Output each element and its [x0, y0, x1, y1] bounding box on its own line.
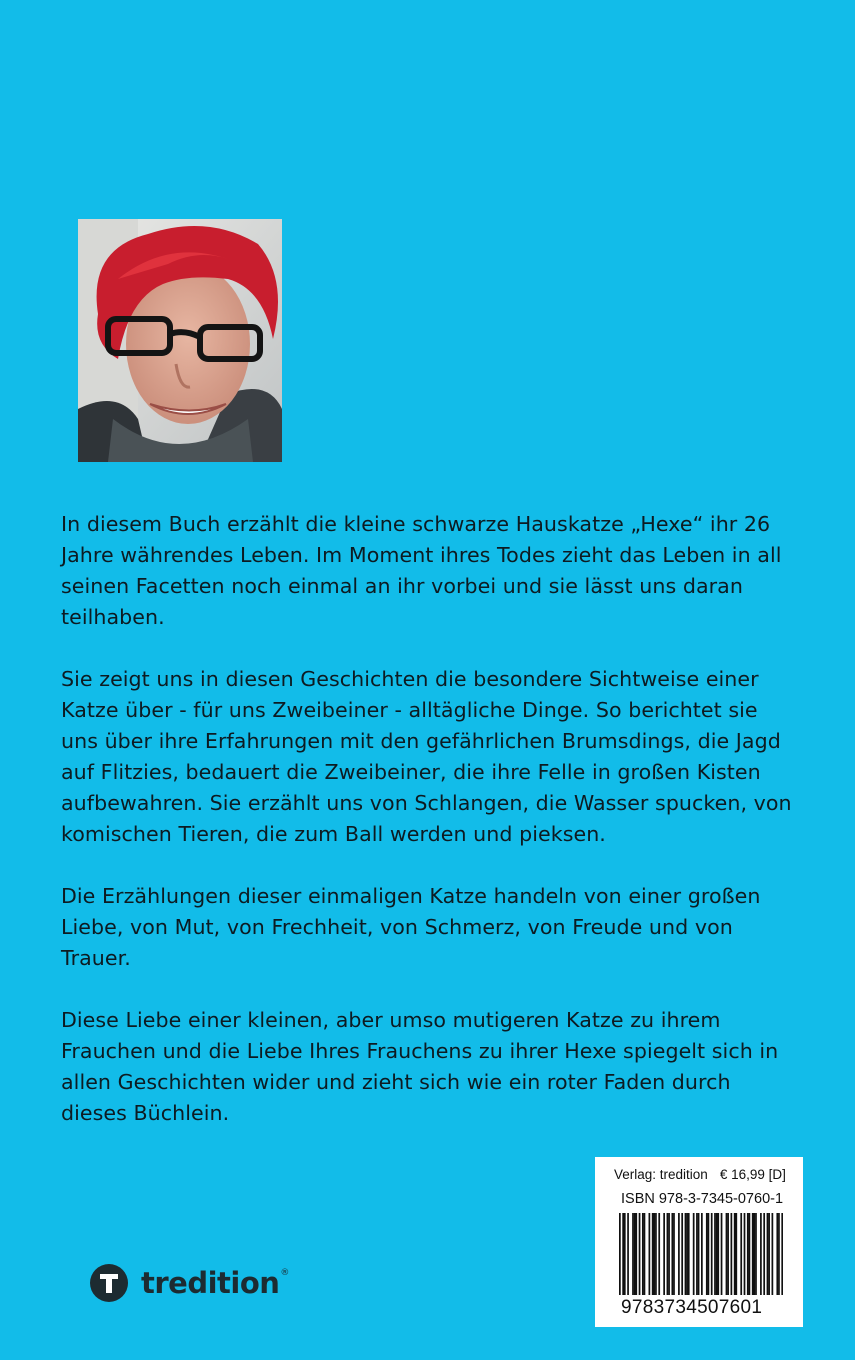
barcode-bar [768, 1213, 770, 1295]
barcode-bar [735, 1213, 737, 1295]
blurb-paragraph: Diese Liebe einer kleinen, aber umso mutigeren Katze zu ihrem Frauchen und die Liebe Ihres Frauchens zu ihrer Hexe spiegelt sich in allen Geschichten wider und zieht sich wie ein roter Faden durch dieses Büchlein. [61, 1008, 779, 1125]
barcode-bar [673, 1213, 675, 1295]
barcode-bar [698, 1213, 700, 1295]
barcode-bar [778, 1213, 780, 1295]
barcode-bar [708, 1213, 710, 1295]
barcode-bar [635, 1213, 637, 1295]
barcode-bar [693, 1213, 695, 1295]
author-photo [78, 219, 282, 462]
barcode-bar [721, 1213, 723, 1295]
barcode-bar [671, 1213, 673, 1295]
barcode-bar [740, 1213, 742, 1295]
blurb-paragraph: In diesem Buch erzählt die kleine schwarze Hauskatze „Hexe“ ihr 26 Jahre währendes Leben. Im Moment ihres Todes zieht das Leben in all seinen Facetten noch einmal an ihr vorbei und sie lässt uns daran teilhaben. [61, 512, 782, 629]
barcode-icon [619, 1213, 783, 1295]
barcode-bar [755, 1213, 757, 1295]
barcode-bar [639, 1213, 641, 1295]
barcode-bar [706, 1213, 708, 1295]
barcode-bar [634, 1213, 636, 1295]
barcode-bar [714, 1213, 716, 1295]
barcode-bar [701, 1213, 703, 1295]
logo-wordmark: tredition [141, 1266, 280, 1300]
barcode-bar [734, 1213, 736, 1295]
publisher-price-line [614, 1167, 786, 1182]
barcode-bar [678, 1213, 680, 1295]
blurb-paragraph: Sie zeigt uns in diesen Geschichten die besondere Sichtweise einer Katze über - für uns Zweibeiner - alltägliche Dinge. So berichtet sie uns über ihre Erfahrungen mit den gefährlichen Brumsdings, die Jagd auf Flitzies, bedauert die Zweibeiner, die ihre Felle in großen Kisten aufbewahren. Sie erzählt uns von Schlangen, die Wasser spucken, von komischen Tieren, die zum Ball werden und pieksen. [61, 667, 792, 846]
barcode-bar [752, 1213, 754, 1295]
barcode-bar [655, 1213, 657, 1295]
barcode-bar [711, 1213, 713, 1295]
tredition-t-logo-icon [90, 1264, 128, 1302]
barcode-bar [716, 1213, 718, 1295]
isbn-text: ISBN 978-3-7345-0760-1 [621, 1191, 784, 1207]
barcode-bar [753, 1213, 755, 1295]
barcode-bar [726, 1213, 728, 1295]
barcode-bar [776, 1213, 778, 1295]
barcode-bar [731, 1213, 733, 1295]
ean-digits: 9783734507601 [621, 1297, 763, 1318]
barcode-bar [642, 1213, 644, 1295]
barcode-bar [681, 1213, 683, 1295]
barcode-bar [624, 1213, 626, 1295]
barcode-bar [685, 1213, 687, 1295]
barcode-bar [727, 1213, 729, 1295]
barcode-bar [744, 1213, 746, 1295]
barcode-bar [667, 1213, 669, 1295]
price-text: € 16,99 [D] [719, 1167, 786, 1182]
barcode-bar [767, 1213, 769, 1295]
barcode-bar [658, 1213, 660, 1295]
barcode-bar [622, 1213, 624, 1295]
barcode-bar [649, 1213, 651, 1295]
publisher-logo [90, 1262, 289, 1304]
registered-mark: ® [280, 1268, 290, 1278]
barcode-bar [619, 1213, 621, 1295]
barcode-bar [696, 1213, 698, 1295]
barcode-bar [652, 1213, 654, 1295]
back-cover-blurb [61, 509, 801, 1160]
blurb-paragraph: Die Erzählungen dieser einmaligen Katze handeln von einer großen Liebe, von Mut, von Frechheit, von Schmerz, von Freude und von Trauer. [61, 884, 761, 970]
barcode-bar [763, 1213, 765, 1295]
barcode-bar [749, 1213, 751, 1295]
publisher-text: Verlag: tredition [614, 1167, 708, 1182]
barcode-bar [632, 1213, 634, 1295]
barcode-bar [627, 1213, 629, 1295]
barcode-bar [668, 1213, 670, 1295]
barcode-bar [686, 1213, 688, 1295]
barcode-label [595, 1157, 803, 1327]
barcode-bar [717, 1213, 719, 1295]
barcode-bar [760, 1213, 762, 1295]
barcode-bar [644, 1213, 646, 1295]
author-portrait-icon [78, 219, 282, 462]
barcode-bar [747, 1213, 749, 1295]
barcode-bar [772, 1213, 774, 1295]
barcode-bar [781, 1213, 783, 1295]
barcode-bar [688, 1213, 690, 1295]
barcode-bar [653, 1213, 655, 1295]
barcode-bar [663, 1213, 665, 1295]
